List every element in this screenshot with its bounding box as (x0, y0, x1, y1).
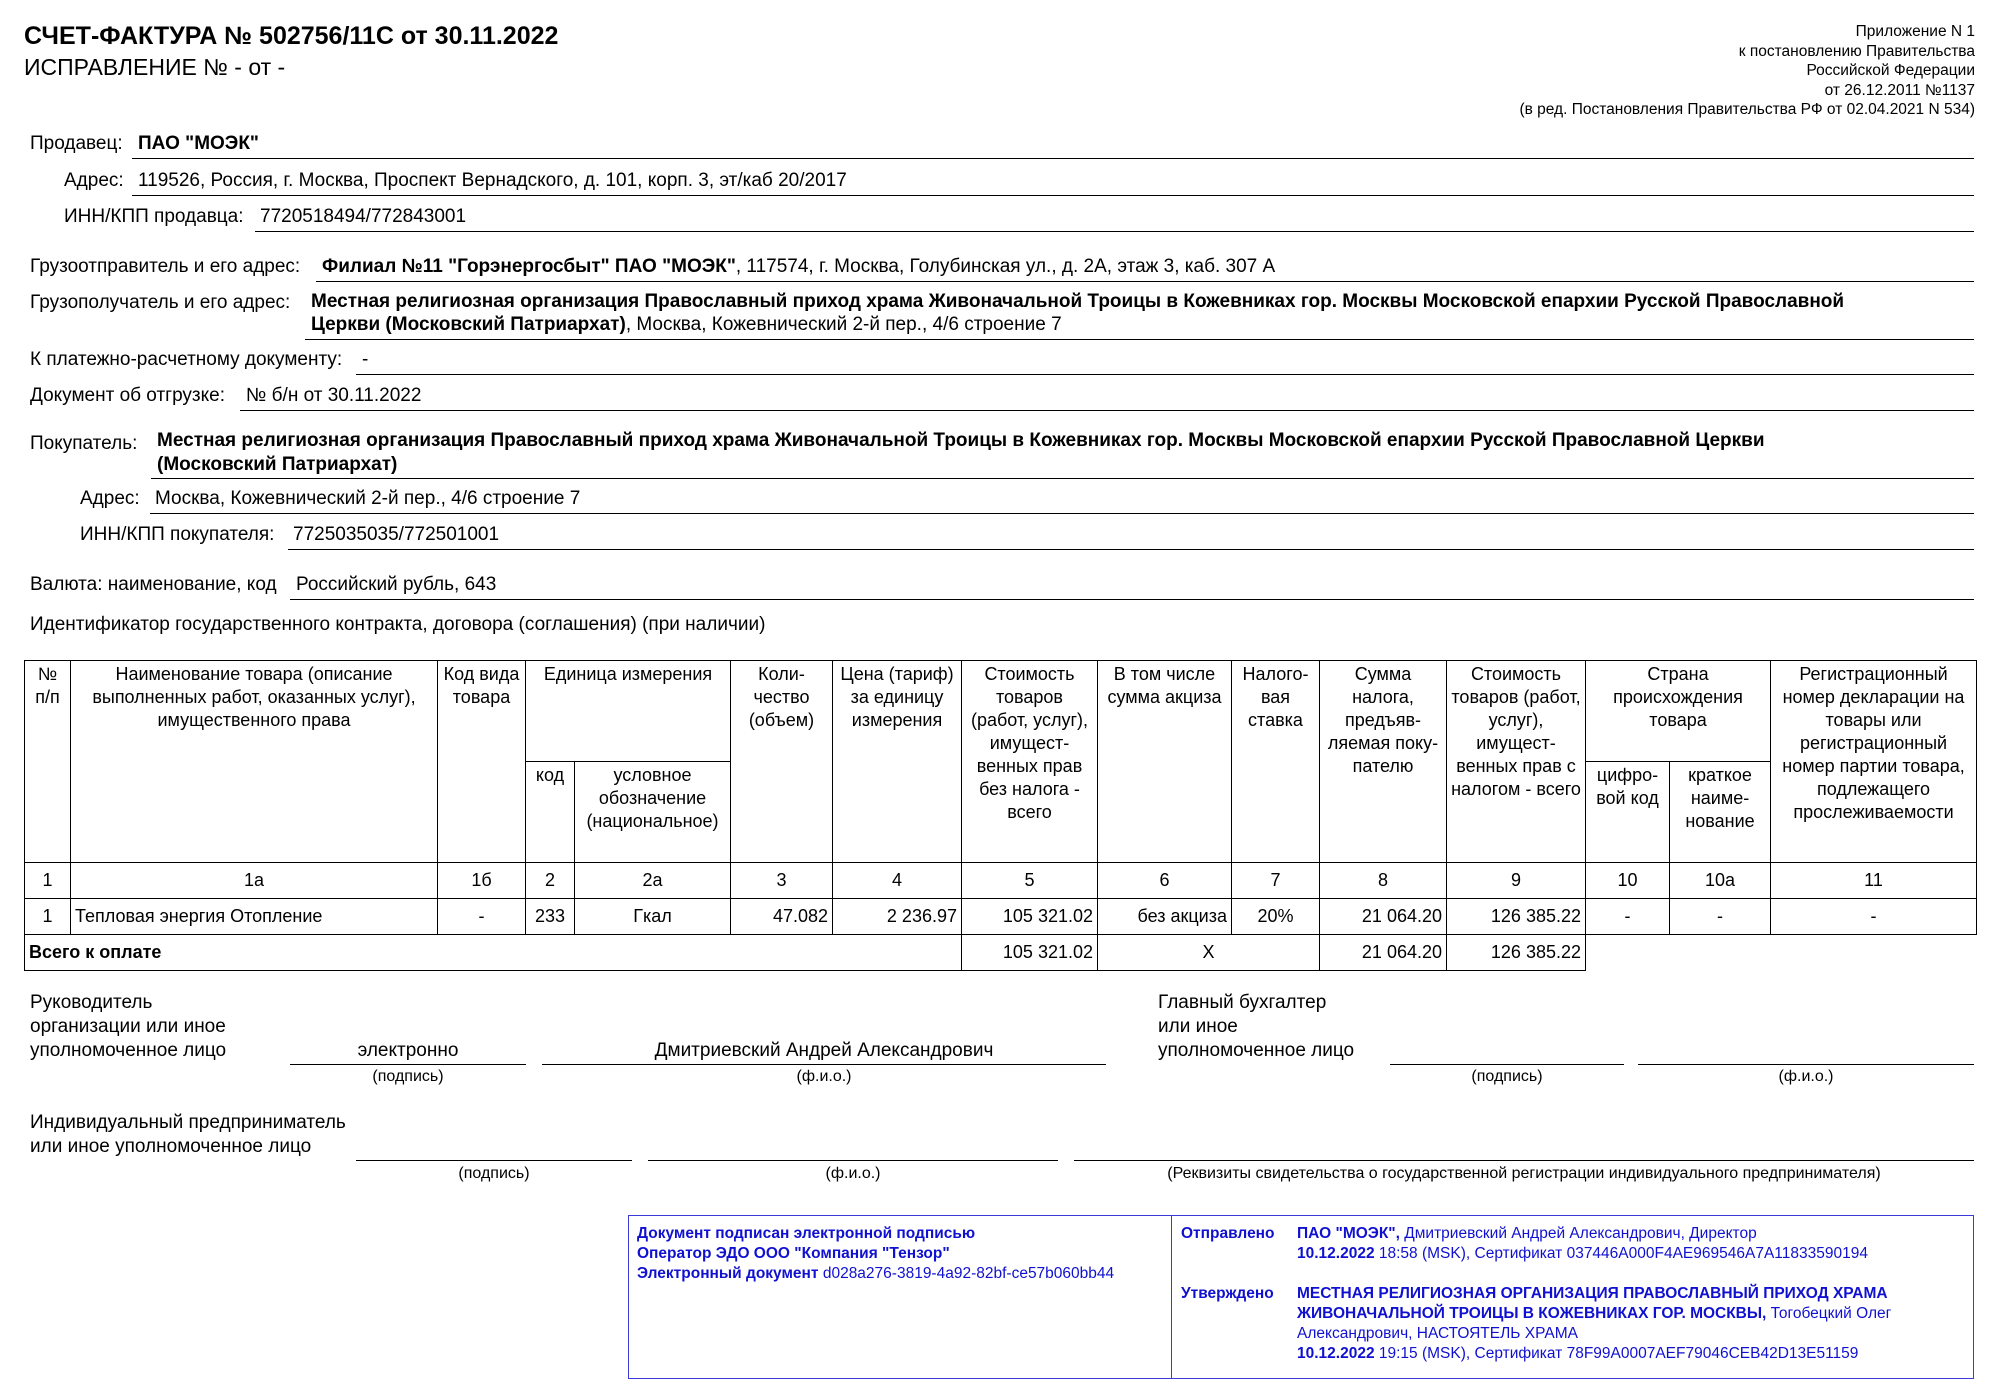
seller-underline (132, 158, 1974, 159)
head-sign-caption: (подпись) (372, 1068, 444, 1085)
consignee-address: , Москва, Кожевнический 2-й пер., 4/6 строение 7 (625, 314, 1062, 335)
header-cost: Стоимость товаров (работ, услуг), имущест-венных прав без налога - всего (962, 661, 1098, 863)
seller-address: 119526, Россия, г. Москва, Проспект Вернадского, д. 101, корп. 3, эт/каб 20/2017 (138, 170, 847, 191)
appendix-line: Приложение N 1 (1855, 23, 1975, 40)
col-number: 5 (962, 863, 1098, 899)
appendix-line: (в ред. Постановления Правительства РФ от 02.04.2021 N 534) (1519, 101, 1975, 118)
buyer-name-line2: (Московский Патриархат) (157, 454, 398, 475)
cell-country-code: - (1586, 899, 1670, 935)
col-number: 3 (731, 863, 833, 899)
consignee-line2 (311, 314, 1062, 336)
col-number: 1 (25, 863, 71, 899)
table-header-row (25, 661, 1977, 762)
head-label-1: Руководитель (30, 992, 153, 1013)
col-number: 1б (438, 863, 526, 899)
shipper-address: , 117574, г. Москва, Голубинская ул., д. 2А, этаж 3, каб. 307 А (735, 256, 1276, 277)
consignee-underline (305, 339, 1974, 340)
invoice-title: СЧЕТ-ФАКТУРА № 502756/11С от 30.11.2022 (24, 22, 559, 50)
contract-id-label: Идентификатор государственного контракта, договора (соглашения) (при наличии) (30, 614, 766, 635)
header-qty: Коли-чество (объем) (731, 661, 833, 863)
total-cost: 105 321.02 (962, 935, 1098, 971)
appendix-line: Российской Федерации (1806, 62, 1975, 79)
header-excise: В том числе сумма акциза (1098, 661, 1232, 863)
cell-cost: 105 321.02 (962, 899, 1098, 935)
edo-sent-person: Дмитриевский Андрей Александрович, Директор (1399, 1225, 1757, 1242)
head-sign-value: электронно (357, 1040, 459, 1061)
cell-tax: 21 064.20 (1320, 899, 1447, 935)
edo-approved-person: Тогобецкий Олег Александрович, НАСТОЯТЕЛЬ ХРАМА (1297, 1305, 1892, 1342)
edo-stamp-divider (1171, 1216, 1172, 1378)
seller-address-label: Адрес: (64, 170, 124, 191)
head-name-value: Дмитриевский Андрей Александрович (654, 1040, 994, 1061)
cell-rate: 20% (1232, 899, 1320, 935)
buyer-inn: 7725035035/772501001 (293, 524, 500, 545)
col-number: 7 (1232, 863, 1320, 899)
col-number: 10 (1586, 863, 1670, 899)
column-numbers-row (25, 863, 1977, 899)
edo-sent-cert: 18:58 (MSK), Сертификат 037446A000F4AE969546A7A11833590194 (1374, 1245, 1868, 1262)
edo-document-id: d028a276-3819-4a92-82bf-ce57b060bb44 (822, 1265, 1115, 1282)
cell-excise: без акциза (1098, 899, 1232, 935)
currency-value: Российский рубль, 643 (296, 574, 497, 595)
head-label-3: уполномоченное лицо (30, 1040, 227, 1061)
col-number: 9 (1447, 863, 1586, 899)
head-label-2: организации или иное (30, 1016, 226, 1037)
shipper-underline (316, 281, 1974, 282)
seller-address-underline (132, 195, 1974, 196)
header-unit-code: код (526, 762, 575, 863)
edo-operator-line: Оператор ЭДО ООО "Компания "Тензор" (637, 1245, 950, 1262)
edo-sent-body (1297, 1224, 1957, 1264)
header-name: Наименование товара (описание выполненных работ, оказанных услуг), имущественного права (71, 661, 438, 863)
col-number: 2 (526, 863, 575, 899)
cell-qty: 47.082 (731, 899, 833, 935)
invoice-table (24, 660, 1977, 971)
table-row (25, 899, 1977, 935)
shipping-doc-label: Документ об отгрузке: (30, 385, 226, 406)
buyer-label: Покупатель: (30, 433, 138, 454)
buyer-inn-label: ИНН/КПП покупателя: (80, 524, 275, 545)
appendix-line: к постановлению Правительства (1738, 42, 1975, 60)
buyer-address-label: Адрес: (80, 488, 140, 509)
seller-inn-label: ИНН/КПП продавца: (64, 206, 244, 227)
edo-approved-org: МЕСТНАЯ РЕЛИГИОЗНАЯ ОРГАНИЗАЦИЯ ПРАВОСЛАВНЫЙ ПРИХОД ХРАМА ЖИВОНАЧАЛЬНОЙ ТРОИЦЫ В КОЖЕВНИКАХ ГОР. МОСКВЫ, (1297, 1285, 1888, 1322)
total-excise: X (1098, 935, 1320, 971)
accountant-sign-line (1390, 1064, 1624, 1065)
cell-kind: - (438, 899, 526, 935)
edo-sent-org: ПАО "МОЭК", (1297, 1225, 1400, 1242)
accountant-sign-caption: (подпись) (1471, 1068, 1543, 1085)
edo-stamp-left (637, 1224, 1167, 1284)
accountant-label-1: Главный бухгалтер (1158, 992, 1327, 1013)
shipping-doc-underline (240, 410, 1974, 411)
header-country: Страна происхождения товара (1586, 661, 1771, 762)
payment-doc-underline (356, 374, 1974, 375)
col-number: 10а (1670, 863, 1771, 899)
col-number: 11 (1771, 863, 1977, 899)
header-rate: Налого-вая ставка (1232, 661, 1320, 863)
ip-requisites-line (1074, 1160, 1974, 1161)
cell-country-name: - (1670, 899, 1771, 935)
head-name-line (542, 1064, 1106, 1065)
accountant-name-line (1638, 1064, 1974, 1065)
header-reg: Регистрационный номер декларации на товары или регистрационный номер партии товара, подлежащего прослеживаемости (1771, 661, 1977, 863)
correction-line: ИСПРАВЛЕНИЕ № - от - (24, 54, 286, 80)
cell-price: 2 236.97 (833, 899, 962, 935)
appendix-line: от 26.12.2011 №1137 (1824, 81, 1975, 99)
shipper-value (322, 256, 1275, 278)
ip-name-caption: (ф.и.о.) (825, 1165, 881, 1182)
accountant-label-3: уполномоченное лицо (1158, 1040, 1355, 1061)
head-sign-line (290, 1064, 526, 1065)
buyer-address: Москва, Кожевнический 2-й пер., 4/6 строение 7 (155, 488, 581, 509)
accountant-name-caption: (ф.и.о.) (1778, 1068, 1834, 1085)
col-number: 1а (71, 863, 438, 899)
edo-approved-body (1297, 1284, 1957, 1364)
header-unit: Единица измерения (526, 661, 731, 762)
currency-label: Валюта: наименование, код (30, 574, 277, 595)
currency-underline (290, 599, 1974, 600)
accountant-label-2: или иное (1158, 1016, 1238, 1037)
total-label: Всего к оплате (25, 935, 962, 971)
edo-stamp (628, 1215, 1974, 1379)
head-name-caption: (ф.и.о.) (796, 1068, 852, 1085)
header-tax: Сумма налога, предъяв-ляемая поку-пателю (1320, 661, 1447, 863)
edo-approved-tag: Утверждено (1181, 1285, 1274, 1302)
col-number: 4 (833, 863, 962, 899)
header-country-code: цифро-вой код (1586, 762, 1670, 863)
payment-doc-label: К платежно-расчетному документу: (30, 349, 343, 370)
col-number: 6 (1098, 863, 1232, 899)
seller-name: ПАО "МОЭК" (138, 133, 259, 154)
header-total: Стоимость товаров (работ, услуг), имущест-венных прав с налогом - всего (1447, 661, 1586, 863)
edo-document-label: Электронный документ (637, 1265, 819, 1282)
header-kind: Код вида товара (438, 661, 526, 863)
ip-label-2: или иное уполномоченное лицо (30, 1136, 312, 1157)
payment-doc-value: - (362, 349, 369, 370)
consignee-name-line1: Местная религиозная организация Православный приход храма Живоначальной Троицы в Кожевниках гор. Москвы Московской епархии Русской Православной (311, 291, 1845, 312)
edo-document-line (637, 1264, 1167, 1284)
buyer-underline (151, 478, 1974, 479)
cell-name: Тепловая энергия Отопление (71, 899, 438, 935)
header-no: № п/п (25, 661, 71, 863)
header-country-name: краткое наиме-нование (1670, 762, 1771, 863)
appendix-note (1519, 22, 1975, 120)
buyer-address-underline (150, 513, 1974, 514)
cell-unit-code: 233 (526, 899, 575, 935)
consignee-label: Грузополучатель и его адрес: (30, 292, 291, 313)
edo-signed-line: Документ подписан электронной подписью (637, 1225, 976, 1242)
col-number: 8 (1320, 863, 1447, 899)
ip-sign-line (356, 1160, 632, 1161)
total-sum: 126 385.22 (1447, 935, 1586, 971)
seller-label: Продавец: (30, 133, 123, 154)
shipper-label: Грузоотправитель и его адрес: (30, 256, 301, 277)
total-empty (1586, 935, 1977, 971)
header-price: Цена (тариф) за единицу измерения (833, 661, 962, 863)
total-tax: 21 064.20 (1320, 935, 1447, 971)
ip-name-line (648, 1160, 1058, 1161)
edo-sent-tag: Отправлено (1181, 1225, 1275, 1242)
ip-requisites-caption: (Реквизиты свидетельства о государственной регистрации индивидуального предпринимателя) (1167, 1165, 1881, 1182)
edo-approved-cert: 19:15 (MSK), Сертификат 78F99A0007AEF79046CEB42D13E51159 (1374, 1345, 1859, 1362)
cell-reg: - (1771, 899, 1977, 935)
ip-label-1: Индивидуальный предприниматель (30, 1112, 346, 1133)
cell-no: 1 (25, 899, 71, 935)
edo-approved-date: 10.12.2022 (1297, 1345, 1375, 1362)
buyer-name-line1: Местная религиозная организация Православный приход храма Живоначальной Троицы в Кожевниках гор. Москвы Московской епархии Русской Православной Церкви (157, 430, 1765, 451)
total-row (25, 935, 1977, 971)
seller-inn: 7720518494/772843001 (260, 206, 467, 227)
header-unit-name: условное обозначение (национальное) (575, 762, 731, 863)
col-number: 2а (575, 863, 731, 899)
edo-sent-date: 10.12.2022 (1297, 1245, 1375, 1262)
cell-unit-name: Гкал (575, 899, 731, 935)
seller-inn-underline (255, 231, 1974, 232)
cell-total: 126 385.22 (1447, 899, 1586, 935)
ip-sign-caption: (подпись) (458, 1165, 530, 1182)
buyer-inn-underline (288, 549, 1974, 550)
consignee-name-line2: Церкви (Московский Патриархат) (311, 314, 626, 335)
shipper-name: Филиал №11 "Горэнергосбыт" ПАО "МОЭК" (322, 256, 736, 277)
shipping-doc-value: № б/н от 30.11.2022 (246, 385, 422, 406)
